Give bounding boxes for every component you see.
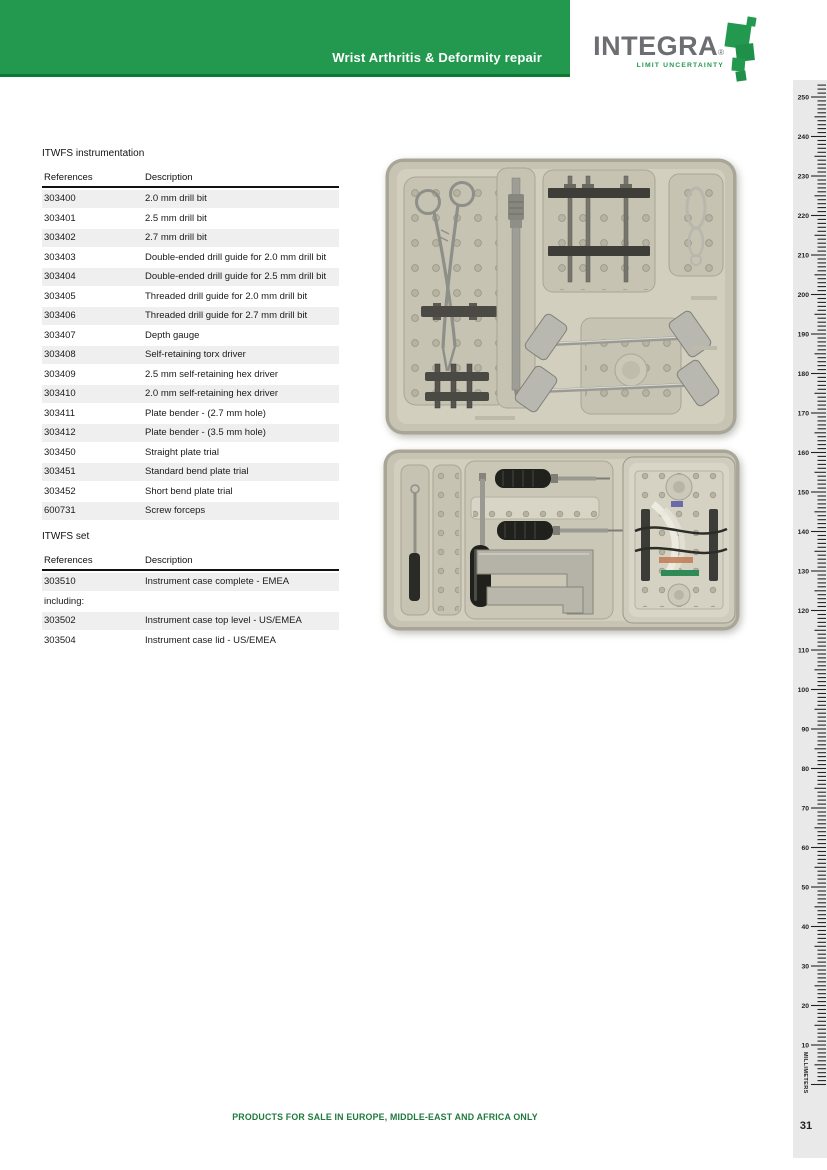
table-row	[42, 287, 339, 305]
table-row	[42, 365, 339, 383]
svg-text:100: 100	[797, 686, 809, 694]
svg-text:210: 210	[797, 252, 809, 260]
description-cell: 2.0 mm self-retaining hex driver	[145, 388, 279, 399]
description-cell: Instrument case lid - US/EMEA	[145, 634, 276, 646]
svg-text:120: 120	[797, 607, 809, 615]
description-cell: Instrument case top level - US/EMEA	[145, 615, 302, 626]
table-row	[42, 209, 339, 227]
millimeter-ruler	[793, 80, 827, 1158]
small-instruments-recess	[669, 174, 723, 276]
reference-cell: 303502	[44, 615, 76, 626]
description-cell: Plate bender - (3.5 mm hole)	[145, 427, 266, 438]
svg-text:240: 240	[797, 133, 809, 141]
reference-cell: 303407	[44, 329, 76, 341]
table-row	[42, 573, 339, 591]
page-title: Wrist Arthritis & Deformity repair	[332, 50, 542, 65]
svg-text:130: 130	[797, 568, 809, 576]
svg-text:110: 110	[798, 647, 809, 655]
description-cell: Plate bender - (2.7 mm hole)	[145, 407, 266, 419]
instrument-tray-photo-top	[385, 158, 737, 440]
column-header-references: References	[44, 555, 93, 566]
description-cell: Threaded drill guide for 2.0 mm drill bit	[145, 290, 308, 302]
table-header-row	[42, 168, 339, 188]
reference-cell: 303451	[44, 466, 76, 477]
table-row	[42, 385, 339, 403]
reference-cell: 303504	[44, 634, 76, 646]
reference-cell: 303406	[44, 310, 76, 321]
reference-cell: 303402	[44, 232, 76, 243]
svg-text:200: 200	[797, 291, 809, 299]
table-row	[42, 482, 339, 500]
svg-text:60: 60	[801, 844, 809, 852]
instrument-tray-photo-bottom	[383, 449, 740, 636]
description-cell: Threaded drill guide for 2.7 mm drill bit	[145, 310, 308, 321]
description-cell: Screw forceps	[145, 505, 206, 516]
instrument-case-tray	[623, 457, 735, 623]
reference-cell: 303412	[44, 427, 76, 438]
section-itwfs-set	[42, 531, 339, 649]
description-cell: Self-retaining torx driver	[145, 349, 246, 360]
reference-cell: 303409	[44, 368, 76, 380]
reference-cell: 303408	[44, 349, 76, 360]
reference-cell: 303452	[44, 485, 76, 497]
table-row	[42, 248, 339, 266]
depth-gauge-channel	[497, 168, 535, 408]
reference-cell: 303510	[44, 576, 76, 587]
table-header-row	[42, 551, 339, 571]
description-cell: 2.0 mm drill bit	[145, 193, 207, 204]
table-row	[42, 229, 339, 247]
svg-text:160: 160	[797, 449, 809, 457]
table-row	[42, 631, 339, 649]
table-body	[42, 190, 339, 520]
column-header-references: References	[44, 172, 93, 183]
reference-cell: 303411	[44, 407, 75, 419]
svg-text:180: 180	[797, 370, 809, 378]
reference-cell: 303450	[44, 446, 76, 458]
table-row	[42, 502, 339, 520]
logo-wordmark: INTEGRA®	[593, 31, 724, 61]
description-cell: 2.5 mm self-retaining hex driver	[145, 368, 279, 380]
description-cell: Straight plate trial	[145, 446, 219, 458]
table-row	[42, 404, 339, 422]
logo-tagline: LIMIT UNCERTAINTY	[636, 62, 724, 69]
reference-cell: 303401	[44, 212, 76, 224]
center-recess	[581, 318, 681, 414]
logo-mark-icon	[722, 4, 764, 90]
svg-text:90: 90	[801, 726, 809, 734]
section-itwfs-instrumentation	[42, 148, 339, 520]
table-body	[42, 573, 339, 650]
description-cell: Instrument case complete - EMEA	[145, 576, 290, 587]
svg-text:20: 20	[801, 1002, 809, 1010]
description-cell: 2.5 mm drill bit	[145, 212, 207, 224]
integra-logo	[592, 33, 724, 70]
reference-cell: 600731	[44, 505, 76, 516]
description-cell: Double-ended drill guide for 2.5 mm drill bit	[145, 271, 327, 282]
registered-mark: ®	[718, 48, 724, 57]
table-row	[42, 190, 339, 208]
svg-text:40: 40	[801, 923, 809, 931]
svg-text:230: 230	[797, 173, 809, 181]
awl-recess	[401, 465, 429, 615]
section-heading: ITWFS set	[42, 531, 90, 542]
column-header-description: Description	[145, 172, 193, 183]
reference-cell: 303404	[44, 271, 76, 282]
svg-text:250: 250	[797, 94, 809, 102]
svg-text:170: 170	[797, 410, 809, 418]
table-row	[42, 592, 339, 610]
reference-cell: 303405	[44, 290, 76, 302]
svg-text:30: 30	[801, 963, 809, 971]
table-row	[42, 307, 339, 325]
table-row	[42, 612, 339, 630]
description-cell: Standard bend plate trial	[145, 466, 249, 477]
footer-notice: PRODUCTS FOR SALE IN EUROPE, MIDDLE-EAST AND AFRICA ONLY	[232, 1112, 538, 1122]
description-cell: Double-ended drill guide for 2.0 mm drill bit	[145, 251, 327, 263]
reference-cell: 303400	[44, 193, 76, 204]
reference-cell: including:	[44, 595, 85, 607]
table-row	[42, 463, 339, 481]
reference-cell: 303403	[44, 251, 76, 263]
header-band	[0, 0, 570, 77]
svg-text:80: 80	[801, 765, 809, 773]
section-heading: ITWFS instrumentation	[42, 148, 145, 159]
svg-text:50: 50	[801, 884, 809, 892]
page-number: 31	[799, 1120, 813, 1132]
table-row	[42, 346, 339, 364]
table-row	[42, 268, 339, 286]
description-cell: 2.7 mm drill bit	[145, 232, 207, 243]
drill-guides-recess	[543, 170, 655, 292]
holes-column	[433, 465, 461, 615]
description-cell: Depth gauge	[145, 329, 200, 341]
table-row	[42, 424, 339, 442]
table-row	[42, 326, 339, 344]
svg-text:10: 10	[801, 1042, 809, 1050]
column-header-description: Description	[145, 555, 193, 566]
ruler-unit-label: MILLIMETERS	[802, 1052, 808, 1094]
description-cell: Short bend plate trial	[145, 485, 233, 497]
svg-text:190: 190	[797, 331, 809, 339]
svg-text:220: 220	[797, 212, 809, 220]
svg-text:140: 140	[797, 528, 809, 536]
table-row	[42, 443, 339, 461]
svg-text:70: 70	[801, 805, 809, 813]
reference-cell: 303410	[44, 388, 76, 399]
ruler-ticks	[793, 80, 827, 1086]
svg-text:150: 150	[797, 489, 809, 497]
